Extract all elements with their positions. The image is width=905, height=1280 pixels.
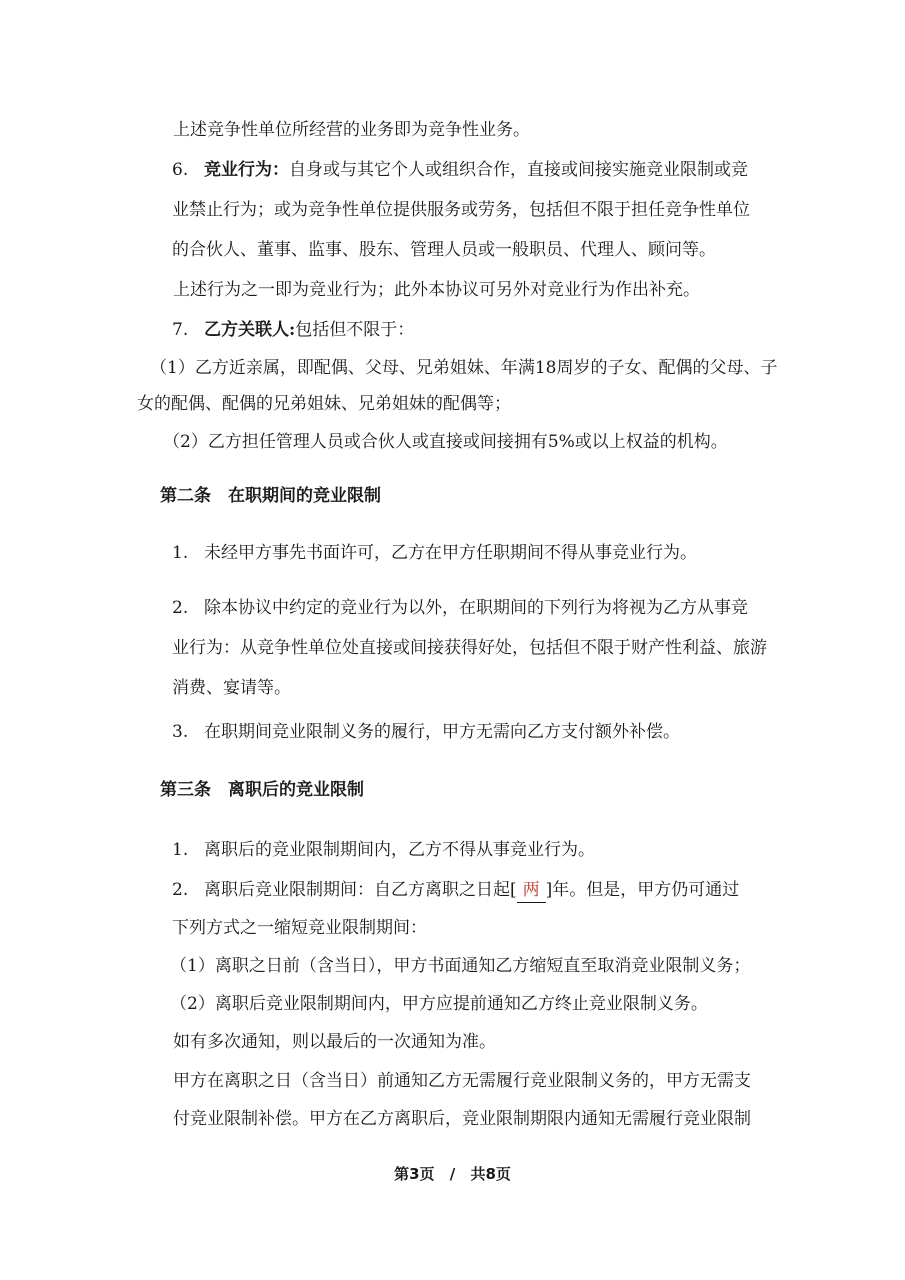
clause-text: 离职后的竞业限制期间内，乙方不得从事竞业行为。 bbox=[204, 840, 595, 860]
clause-text: 离职后竞业限制期间：自乙方离职之日起 bbox=[204, 880, 510, 900]
text: 上述竞争性单位所经营的业务即为竞争性业务。 bbox=[173, 120, 530, 140]
fill-in-blank bbox=[517, 878, 546, 903]
clause-term: 乙方关联人: bbox=[204, 320, 296, 340]
article-2-clause-2-cont-1 bbox=[172, 636, 767, 660]
text: （2）乙方担任管理人员或合伙人或直接或间接拥有5%或以上权益的机构。 bbox=[163, 432, 728, 452]
page-total: 共8页 bbox=[470, 1165, 511, 1183]
clause-7 bbox=[172, 318, 414, 342]
page-separator: / bbox=[449, 1165, 456, 1183]
clause-text: 在职期间竞业限制义务的履行，甲方无需向乙方支付额外补偿。 bbox=[204, 722, 680, 742]
text: 业行为：从竞争性单位处直接或间接获得好处，包括但不限于财产性利益、旅游 bbox=[172, 638, 767, 658]
clause-6-cont-2 bbox=[172, 238, 716, 262]
clause-7-item-2 bbox=[163, 430, 728, 454]
text: 女的配偶、配偶的兄弟姐妹、兄弟姐妹的配偶等； bbox=[137, 394, 511, 414]
article-3-clause-2-cont bbox=[172, 916, 427, 940]
text: 消费、宴请等。 bbox=[172, 678, 291, 698]
clause-text: 包括但不限于： bbox=[295, 320, 415, 340]
clause-6 bbox=[172, 158, 748, 182]
clause-7-item-1-cont bbox=[137, 392, 511, 416]
clause-number: 7. bbox=[172, 320, 189, 340]
text: 业禁止行为；或为竞争性单位提供服务或劳务，包括但不限于担任竞争性单位 bbox=[172, 200, 750, 220]
clause-text-post: 年。但是，甲方仍可通过 bbox=[552, 880, 740, 900]
clause-number: 2. bbox=[172, 598, 189, 618]
fill-in-value: 两 bbox=[522, 880, 540, 900]
clause-term: 竞业行为： bbox=[204, 160, 289, 180]
text: 甲方在离职之日（含当日）前通知乙方无需履行竞业限制义务的，甲方无需支 bbox=[173, 1071, 751, 1091]
text: （1）乙方近亲属，即配偶、父母、兄弟姐妹、年满18周岁的子女、配偶的父母、子 bbox=[150, 358, 778, 378]
text: 下列方式之一缩短竞业限制期间： bbox=[172, 918, 427, 938]
article-3-clause-1 bbox=[172, 838, 595, 862]
page-number: 第3页 bbox=[394, 1165, 435, 1183]
line-competitive-behavior bbox=[173, 278, 700, 302]
text: （1）离职之日前（含当日），甲方书面通知乙方缩短直至取消竞业限制义务； bbox=[170, 956, 751, 976]
article-3-sub-2 bbox=[170, 992, 708, 1016]
article-2-heading: 第二条 在职期间的竞业限制 bbox=[160, 486, 381, 506]
clause-text: 未经甲方事先书面许可，乙方在甲方任职期间不得从事竞业行为。 bbox=[204, 543, 697, 563]
clause-number: 1. bbox=[172, 543, 189, 563]
article-2-clause-2-cont-2 bbox=[172, 676, 291, 700]
bracket-open: [ bbox=[510, 880, 517, 900]
clause-text: 自身或与其它个人或组织合作，直接或间接实施竞业限制或竞 bbox=[289, 160, 748, 180]
line-competitive-business bbox=[173, 118, 530, 142]
text: （2）离职后竞业限制期间内，甲方应提前通知乙方终止竞业限制义务。 bbox=[170, 994, 708, 1014]
article-3-clause-2 bbox=[172, 878, 739, 903]
article-3-note bbox=[173, 1030, 496, 1054]
article-3-para-1 bbox=[173, 1069, 751, 1093]
clause-7-item-1 bbox=[150, 356, 777, 380]
article-3-sub-1 bbox=[170, 954, 750, 978]
clause-number: 3. bbox=[172, 722, 189, 742]
clause-number: 2. bbox=[172, 880, 189, 900]
clause-6-cont-1 bbox=[172, 198, 750, 222]
bracket-close: ] bbox=[545, 880, 553, 900]
article-2-clause-1 bbox=[172, 541, 697, 565]
clause-number: 6. bbox=[172, 160, 189, 180]
text: 如有多次通知，则以最后的一次通知为准。 bbox=[173, 1032, 496, 1052]
text: 的合伙人、董事、监事、股东、管理人员或一般职员、代理人、顾问等。 bbox=[172, 240, 716, 260]
article-3-heading: 第三条 离职后的竞业限制 bbox=[160, 780, 364, 800]
text: 上述行为之一即为竞业行为；此外本协议可另外对竞业行为作出补充。 bbox=[173, 280, 700, 300]
article-3-para-1-cont bbox=[173, 1107, 751, 1131]
article-2-clause-3 bbox=[172, 720, 680, 744]
page-footer bbox=[0, 1163, 905, 1185]
text: 付竞业限制补偿。甲方在乙方离职后，竞业限制期限内通知无需履行竞业限制 bbox=[173, 1109, 751, 1129]
clause-number: 1. bbox=[172, 840, 189, 860]
clause-text: 除本协议中约定的竞业行为以外，在职期间的下列行为将视为乙方从事竞 bbox=[204, 598, 748, 618]
article-2-clause-2 bbox=[172, 596, 748, 620]
